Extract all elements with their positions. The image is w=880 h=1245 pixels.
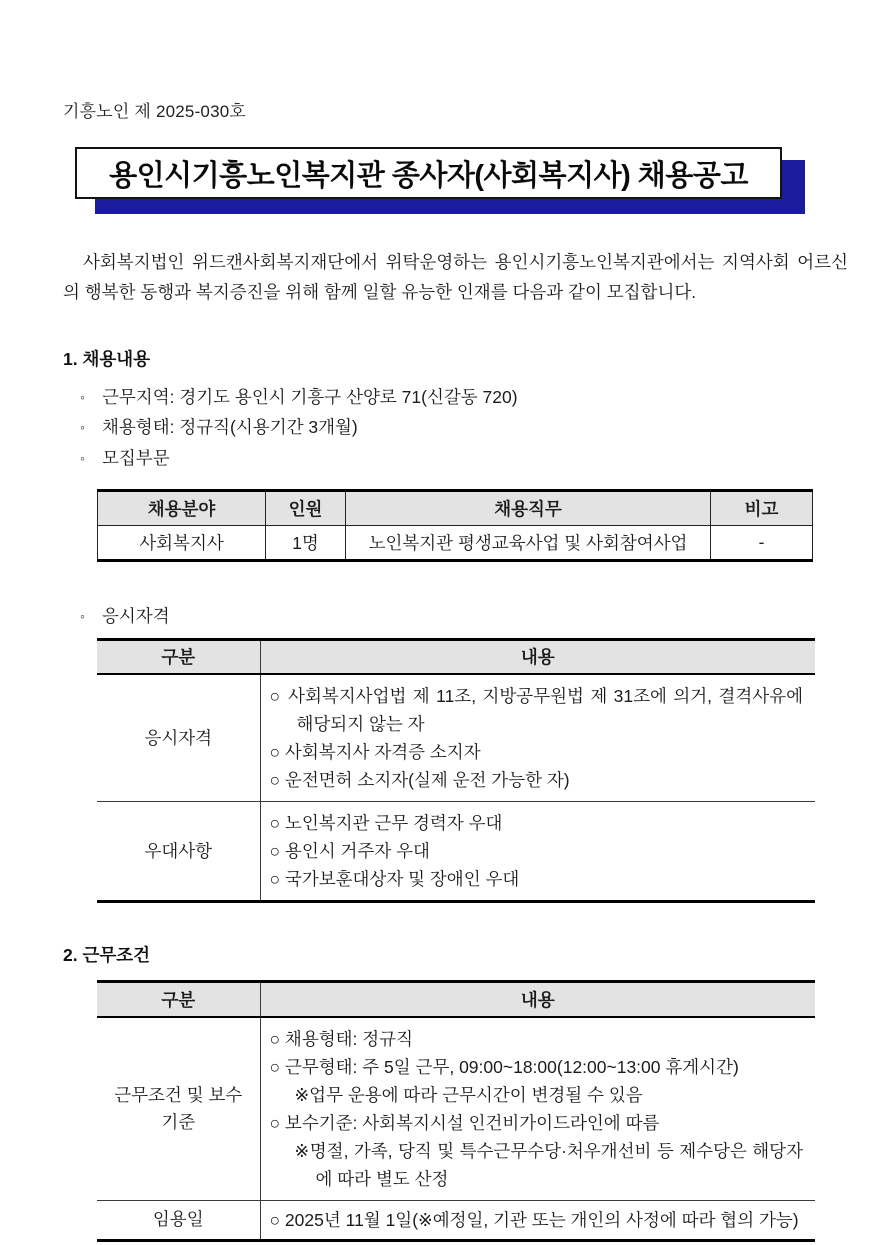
bullet-text: 응시자격 <box>102 605 170 626</box>
content-cell <box>260 802 815 902</box>
recruit-table <box>97 489 813 562</box>
cell-remark: - <box>711 525 813 560</box>
label-cell: 응시자격 <box>97 674 260 802</box>
content-item: ○ 보수기준: 사회복지시설 인건비가이드라인에 따름 <box>269 1112 660 1133</box>
bullet-item-work-location <box>80 382 845 413</box>
header-cell-headcount: 인원 <box>266 490 346 525</box>
header-cell-detail: 내용 <box>260 982 815 1017</box>
content-item: ○ 근무형태: 주 5일 근무, 09:00~18:00(12:00~13:00 휴게시간) <box>269 1056 739 1077</box>
bullet-item-employment-type <box>80 413 845 444</box>
content-item: ○ 노인복지관 근무 경력자 우대 <box>269 813 503 834</box>
intro-paragraph: 사회복지법인 위드캔사회복지재단에서 위탁운영하는 용인시기흥노인복지관에서는 지역사회 어르신의 행복한 동행과 복지증진을 위해 함께 일할 유능한 인재를 다음과 같이 모집합니다. <box>63 252 848 303</box>
content-item-list <box>261 802 816 900</box>
header-cell-category: 구분 <box>97 982 260 1017</box>
content-item: ○ 2025년 11월 1일(※예정일, 기관 또는 개인의 사정에 따라 협의 가능) <box>269 1209 799 1230</box>
content-item: ○ 용인시 거주자 우대 <box>269 841 430 862</box>
header-cell-remark: 비고 <box>711 490 813 525</box>
title-banner <box>75 147 782 201</box>
section2-heading: 2. 근무조건 <box>63 945 151 966</box>
recruit-table-header-row <box>98 490 813 525</box>
content-item-list <box>261 1018 816 1200</box>
bullet-item-qualification <box>80 603 845 628</box>
table-row-appointment-date <box>97 1200 815 1240</box>
bullet-text: 채용형태: 정규직(시용기간 3개월) <box>102 417 358 438</box>
circle-bullet-icon: ◦ <box>80 419 85 436</box>
qualification-table <box>97 638 815 904</box>
content-cell <box>260 1200 815 1240</box>
section1-heading: 1. 채용내용 <box>63 349 151 370</box>
qual-table-header-row <box>97 639 815 674</box>
page-title: 용인시기흥노인복지관 종사자(사회복지사) 채용공고 <box>75 147 782 199</box>
header-cell-detail: 내용 <box>260 639 815 674</box>
bullet-text: 근무지역: 경기도 용인시 기흥구 산양로 71(신갈동 720) <box>102 386 518 407</box>
cell-headcount: 1명 <box>266 525 346 560</box>
table-row-work-conditions <box>97 1017 815 1201</box>
header-cell-field: 채용분야 <box>98 490 266 525</box>
bullet-text: 모집부문 <box>102 447 170 468</box>
header-cell-category: 구분 <box>97 639 260 674</box>
content-item-list <box>261 675 816 801</box>
bullet-item-recruit-field <box>80 443 845 474</box>
label-cell: 근무조건 및 보수기준 <box>97 1017 260 1201</box>
content-item: ○ 사회복지사 자격증 소지자 <box>269 742 481 763</box>
recruit-table-row <box>98 525 813 560</box>
circle-bullet-icon: ◦ <box>80 449 85 466</box>
circle-bullet-icon: ◦ <box>80 388 85 405</box>
circle-bullet-icon: ◦ <box>80 607 85 624</box>
work-table-header-row <box>97 982 815 1017</box>
content-item: ○ 채용형태: 정규직 <box>269 1028 413 1049</box>
section1-bullet-list <box>80 382 845 474</box>
content-cell <box>260 674 815 802</box>
cell-field: 사회복지사 <box>98 525 266 560</box>
ref-number: 기흥노인 제 2025-030호 <box>63 102 247 121</box>
content-note-item: ※명절, 가족, 당직 및 특수근무수당·처우개선비 등 제수당은 해당자에 따라 별도 산정 <box>294 1140 803 1189</box>
work-condition-table <box>97 980 815 1242</box>
content-item: ○ 국가보훈대상자 및 장애인 우대 <box>269 869 520 890</box>
table-row-eligibility <box>97 674 815 802</box>
content-item: ○ 사회복지사업법 제 11조, 지방공무원법 제 31조에 의거, 결격사유에 해당되지 않는 자 <box>269 686 803 735</box>
cell-duty: 노인복지관 평생교육사업 및 사회참여사업 <box>346 525 711 560</box>
table-row-preference <box>97 802 815 902</box>
label-cell: 우대사항 <box>97 802 260 902</box>
content-item: ○ 운전면허 소지자(실제 운전 가능한 자) <box>269 770 570 791</box>
content-note-item: ※업무 운용에 따라 근무시간이 변경될 수 있음 <box>294 1084 643 1105</box>
content-item-list <box>261 1201 816 1239</box>
header-cell-duty: 채용직무 <box>346 490 711 525</box>
content-cell <box>260 1017 815 1201</box>
label-cell: 임용일 <box>97 1200 260 1240</box>
